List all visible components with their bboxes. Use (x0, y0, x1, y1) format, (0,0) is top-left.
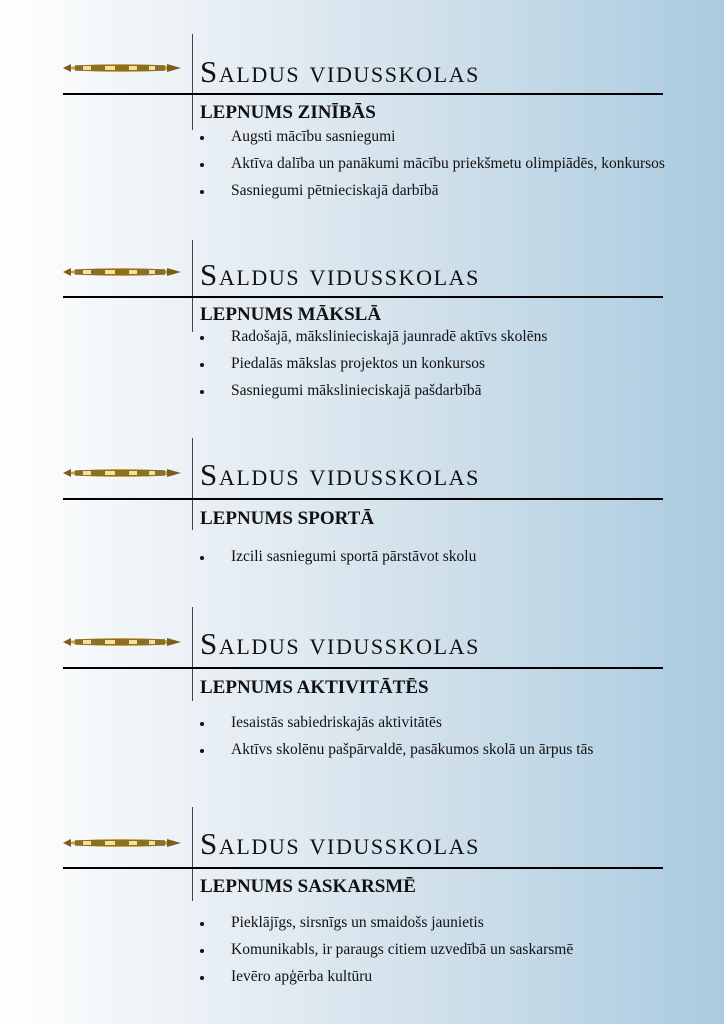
section-heading: Saldus vidusskolas (200, 826, 480, 861)
section-heading: Saldus vidusskolas (200, 257, 480, 292)
gold-pen-ornament-icon (63, 636, 181, 648)
gold-pen-ornament-icon (63, 266, 181, 278)
list-item: Aktīvs skolēnu pašpārvaldē, pasākumos skolā un ārpus tās (200, 740, 593, 767)
vertical-rule (192, 34, 193, 130)
section-subheading: LEPNUMS SPORTĀ (200, 508, 375, 529)
section-subheading: LEPNUMS ZINĪBĀS (200, 102, 376, 123)
horizontal-rule (63, 296, 663, 298)
achievement-list (200, 127, 665, 208)
list-item: Ievēro apģērba kultūru (200, 967, 573, 994)
horizontal-rule (63, 93, 663, 95)
achievement-list (200, 327, 547, 408)
achievement-list (200, 913, 573, 994)
list-item: Piedalās mākslas projektos un konkursos (200, 354, 547, 381)
section-heading: Saldus vidusskolas (200, 626, 480, 661)
list-item: Sasniegumi pētnieciskajā darbībā (200, 181, 665, 208)
section-heading: Saldus vidusskolas (200, 54, 480, 89)
vertical-rule (192, 607, 193, 701)
gold-pen-ornament-icon (63, 62, 181, 74)
list-item: Pieklājīgs, sirsnīgs un smaidošs jaunietis (200, 913, 573, 940)
list-item: Augsti mācību sasniegumi (200, 127, 665, 154)
horizontal-rule (63, 867, 663, 869)
achievement-list (200, 547, 476, 574)
list-item: Aktīva dalība un panākumi mācību priekšmetu olimpiādēs, konkursos (200, 154, 665, 181)
list-item: Sasniegumi mākslinieciskajā pašdarbībā (200, 381, 547, 408)
vertical-rule (192, 807, 193, 901)
list-item: Komunikabls, ir paraugs citiem uzvedībā un saskarsmē (200, 940, 573, 967)
gold-pen-ornament-icon (63, 467, 181, 479)
list-item: Radošajā, mākslinieciskajā jaunradē aktīvs skolēns (200, 327, 547, 354)
gold-pen-ornament-icon (63, 837, 181, 849)
list-item: Iesaistās sabiedriskajās aktivitātēs (200, 713, 593, 740)
section-subheading: LEPNUMS MĀKSLĀ (200, 304, 382, 325)
list-item: Izcili sasniegumi sportā pārstāvot skolu (200, 547, 476, 574)
section-heading: Saldus vidusskolas (200, 457, 480, 492)
section-subheading: LEPNUMS SASKARSMĒ (200, 876, 416, 897)
horizontal-rule (63, 667, 663, 669)
achievement-list (200, 713, 593, 767)
vertical-rule (192, 438, 193, 530)
section-subheading: LEPNUMS AKTIVITĀTĒS (200, 677, 429, 698)
horizontal-rule (63, 498, 663, 500)
vertical-rule (192, 240, 193, 332)
